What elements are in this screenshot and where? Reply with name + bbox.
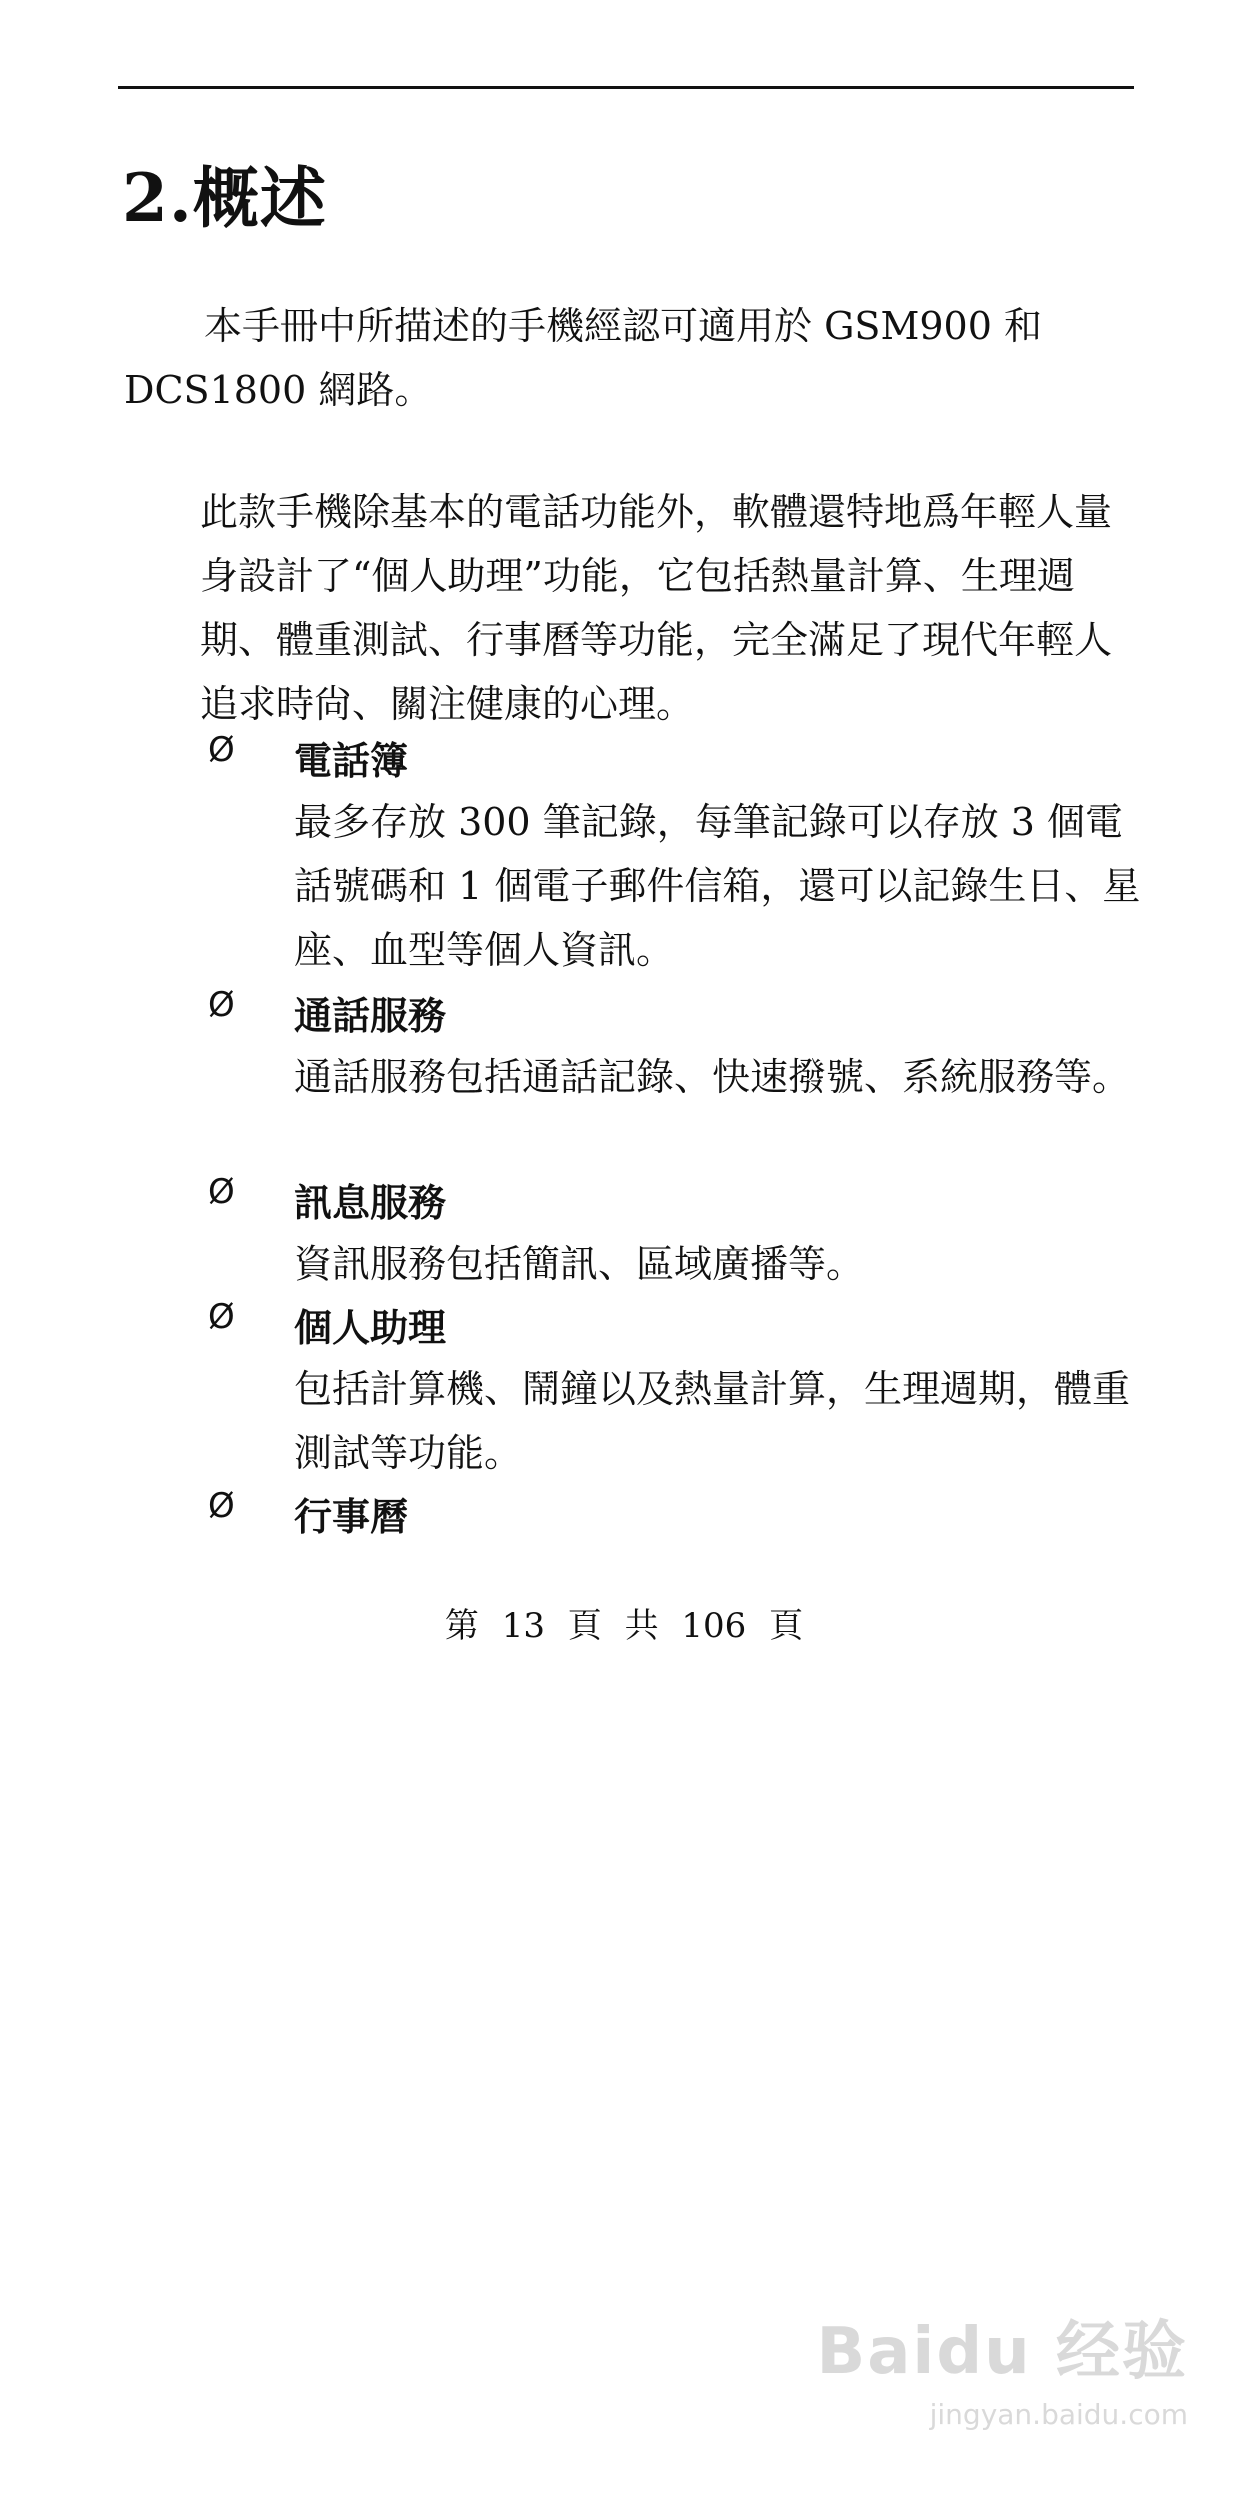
feature-desc: 資訊服務包括簡訊、區域廣播等。 xyxy=(294,1242,865,1286)
bullet-icon: Ø xyxy=(208,1172,235,1212)
watermark-url: jingyan.baidu.com xyxy=(929,2398,1188,2431)
watermark-logo: Baidu 经验 xyxy=(816,2315,1188,2389)
watermark xyxy=(816,2300,1188,2431)
section-title: 2.概述 xyxy=(122,159,327,237)
bullet-icon: Ø xyxy=(208,730,235,770)
intro-line-2: DCS1800 網路。 xyxy=(124,368,433,412)
feature-title: 電話簿 xyxy=(294,739,409,783)
bullet-icon: Ø xyxy=(208,985,235,1025)
intro-paragraph xyxy=(124,294,1144,422)
feature-title: 行事曆 xyxy=(294,1495,409,1539)
feature-desc: 通話服務包括通話記錄、快速撥號、系統服務等。 xyxy=(294,1055,1131,1099)
feature-title: 通話服務 xyxy=(294,994,447,1038)
feature-desc: 包括計算機、鬧鐘以及熱量計算，生理週期，體重測試等功能。 xyxy=(294,1367,1131,1475)
feature-title: 個人助理 xyxy=(294,1306,447,1350)
feature-title: 訊息服務 xyxy=(294,1181,447,1225)
page-number: 第 13 頁 共 106 頁 xyxy=(444,1606,804,1646)
description-paragraph: 此款手機除基本的電話功能外，軟體還特地爲年輕人量身設計了“個人助理”功能，它包括熱量計算、生理週期、體重測試、行事曆等功能，完全滿足了現代年輕人追求時尙、關注健康的心理。 xyxy=(200,490,1113,726)
bullet-icon: Ø xyxy=(208,1297,235,1337)
header-rule xyxy=(118,86,1134,89)
bullet-icon: Ø xyxy=(208,1486,235,1526)
intro-line-1: 本手冊中所描述的手機經認可適用於 GSM900 和 xyxy=(204,304,1042,348)
feature-desc: 最多存放 300 筆記錄，每筆記錄可以存放 3 個電話號碼和 1 個電子郵件信箱，還可以記錄生日、星座、血型等個人資訊。 xyxy=(294,800,1141,972)
